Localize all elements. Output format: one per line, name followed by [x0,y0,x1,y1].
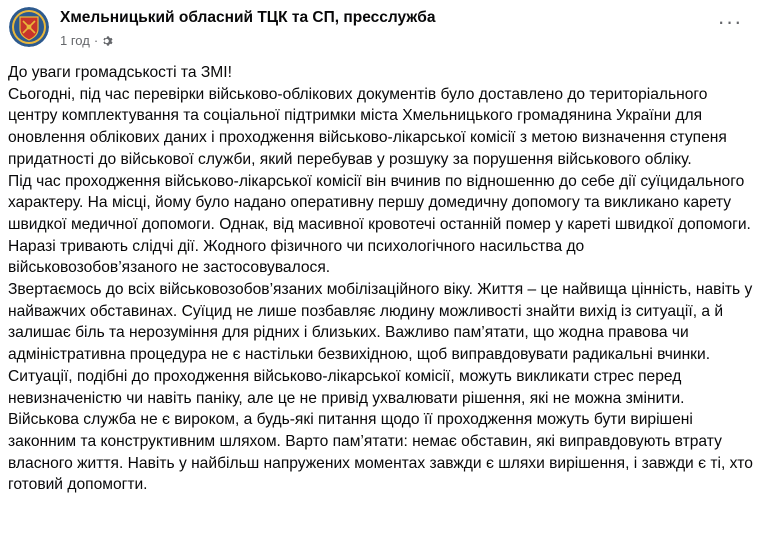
post-paragraph: Сьогодні, під час перевірки військово-облікових документів було доставлено до територіального центру комплектування та соціальної підтримки міста Хмельницького громадянина України для оновлення облікових даних і проходження військово-лікарської комісії з метою визначення ступеня придатності до військової служби, який перебував у розшуку за порушення військового обліку. [8,85,727,168]
post-meta [60,33,435,49]
avatar[interactable] [9,7,49,47]
author-name-link[interactable]: Хмельницький обласний ТЦК та СП, пресслужба [60,9,436,26]
post-paragraph: Під час проходження військово-лікарської комісії він вчинив по відношенню до себе дії суїцидального характеру. На місці, йому було надано оперативну першу домедичну допомогу та викликано карету швидкої медичної допомоги. Однак, від масивної кровотечі останній помер у кареті швидкої допомоги. Наразі тривають слідчі дії. Жодного фізичного чи психологічного насильства до військовозобов’язаного не застосовувалося. [8,172,751,277]
military-emblem-icon [9,7,49,47]
more-options-icon: ··· [717,9,743,34]
post-paragraph: Звертаємось до всіх військовозобов’язаних мобілізаційного віку. Життя – це найвища цінність, навіть у найважчих обставинах. Суїцид не лише позбавляє людину можливості знайти вихід із ситуації, а й залишає біль та нерозуміння для рідних і близьких. Важливо пам’ятати, що жодна правова чи адміністративна процедура не є настільки безвихідною, щоб виправдовувати радикальні вчинки. [8,281,753,364]
post-paragraph: Ситуації, подібні до проходження військово-лікарської комісії, можуть викликати стрес перед невизначеністю чи навіть паніку, але це не привід ухвалювати рішення, які не можна змінити. Військова служба не є вироком, а будь-які питання щодо її проходження можуть бути вирішені законним та конструктивним шляхом. Варто пам’ятати: немає обставин, які виправдовують втрату власного життя. Навіть у найбільш напружених моментах завжди є шляхи вирішення, і завжди є ті, хто готовий допомогти. [8,367,753,494]
post-body [8,62,753,496]
more-options-button[interactable] [716,9,744,40]
meta-separator: · [93,33,99,48]
post-header [60,8,435,49]
gear-icon[interactable] [102,35,114,47]
post-timestamp[interactable]: 1 год [60,33,90,48]
post-paragraph: До уваги громадськості та ЗМІ! [8,64,232,81]
